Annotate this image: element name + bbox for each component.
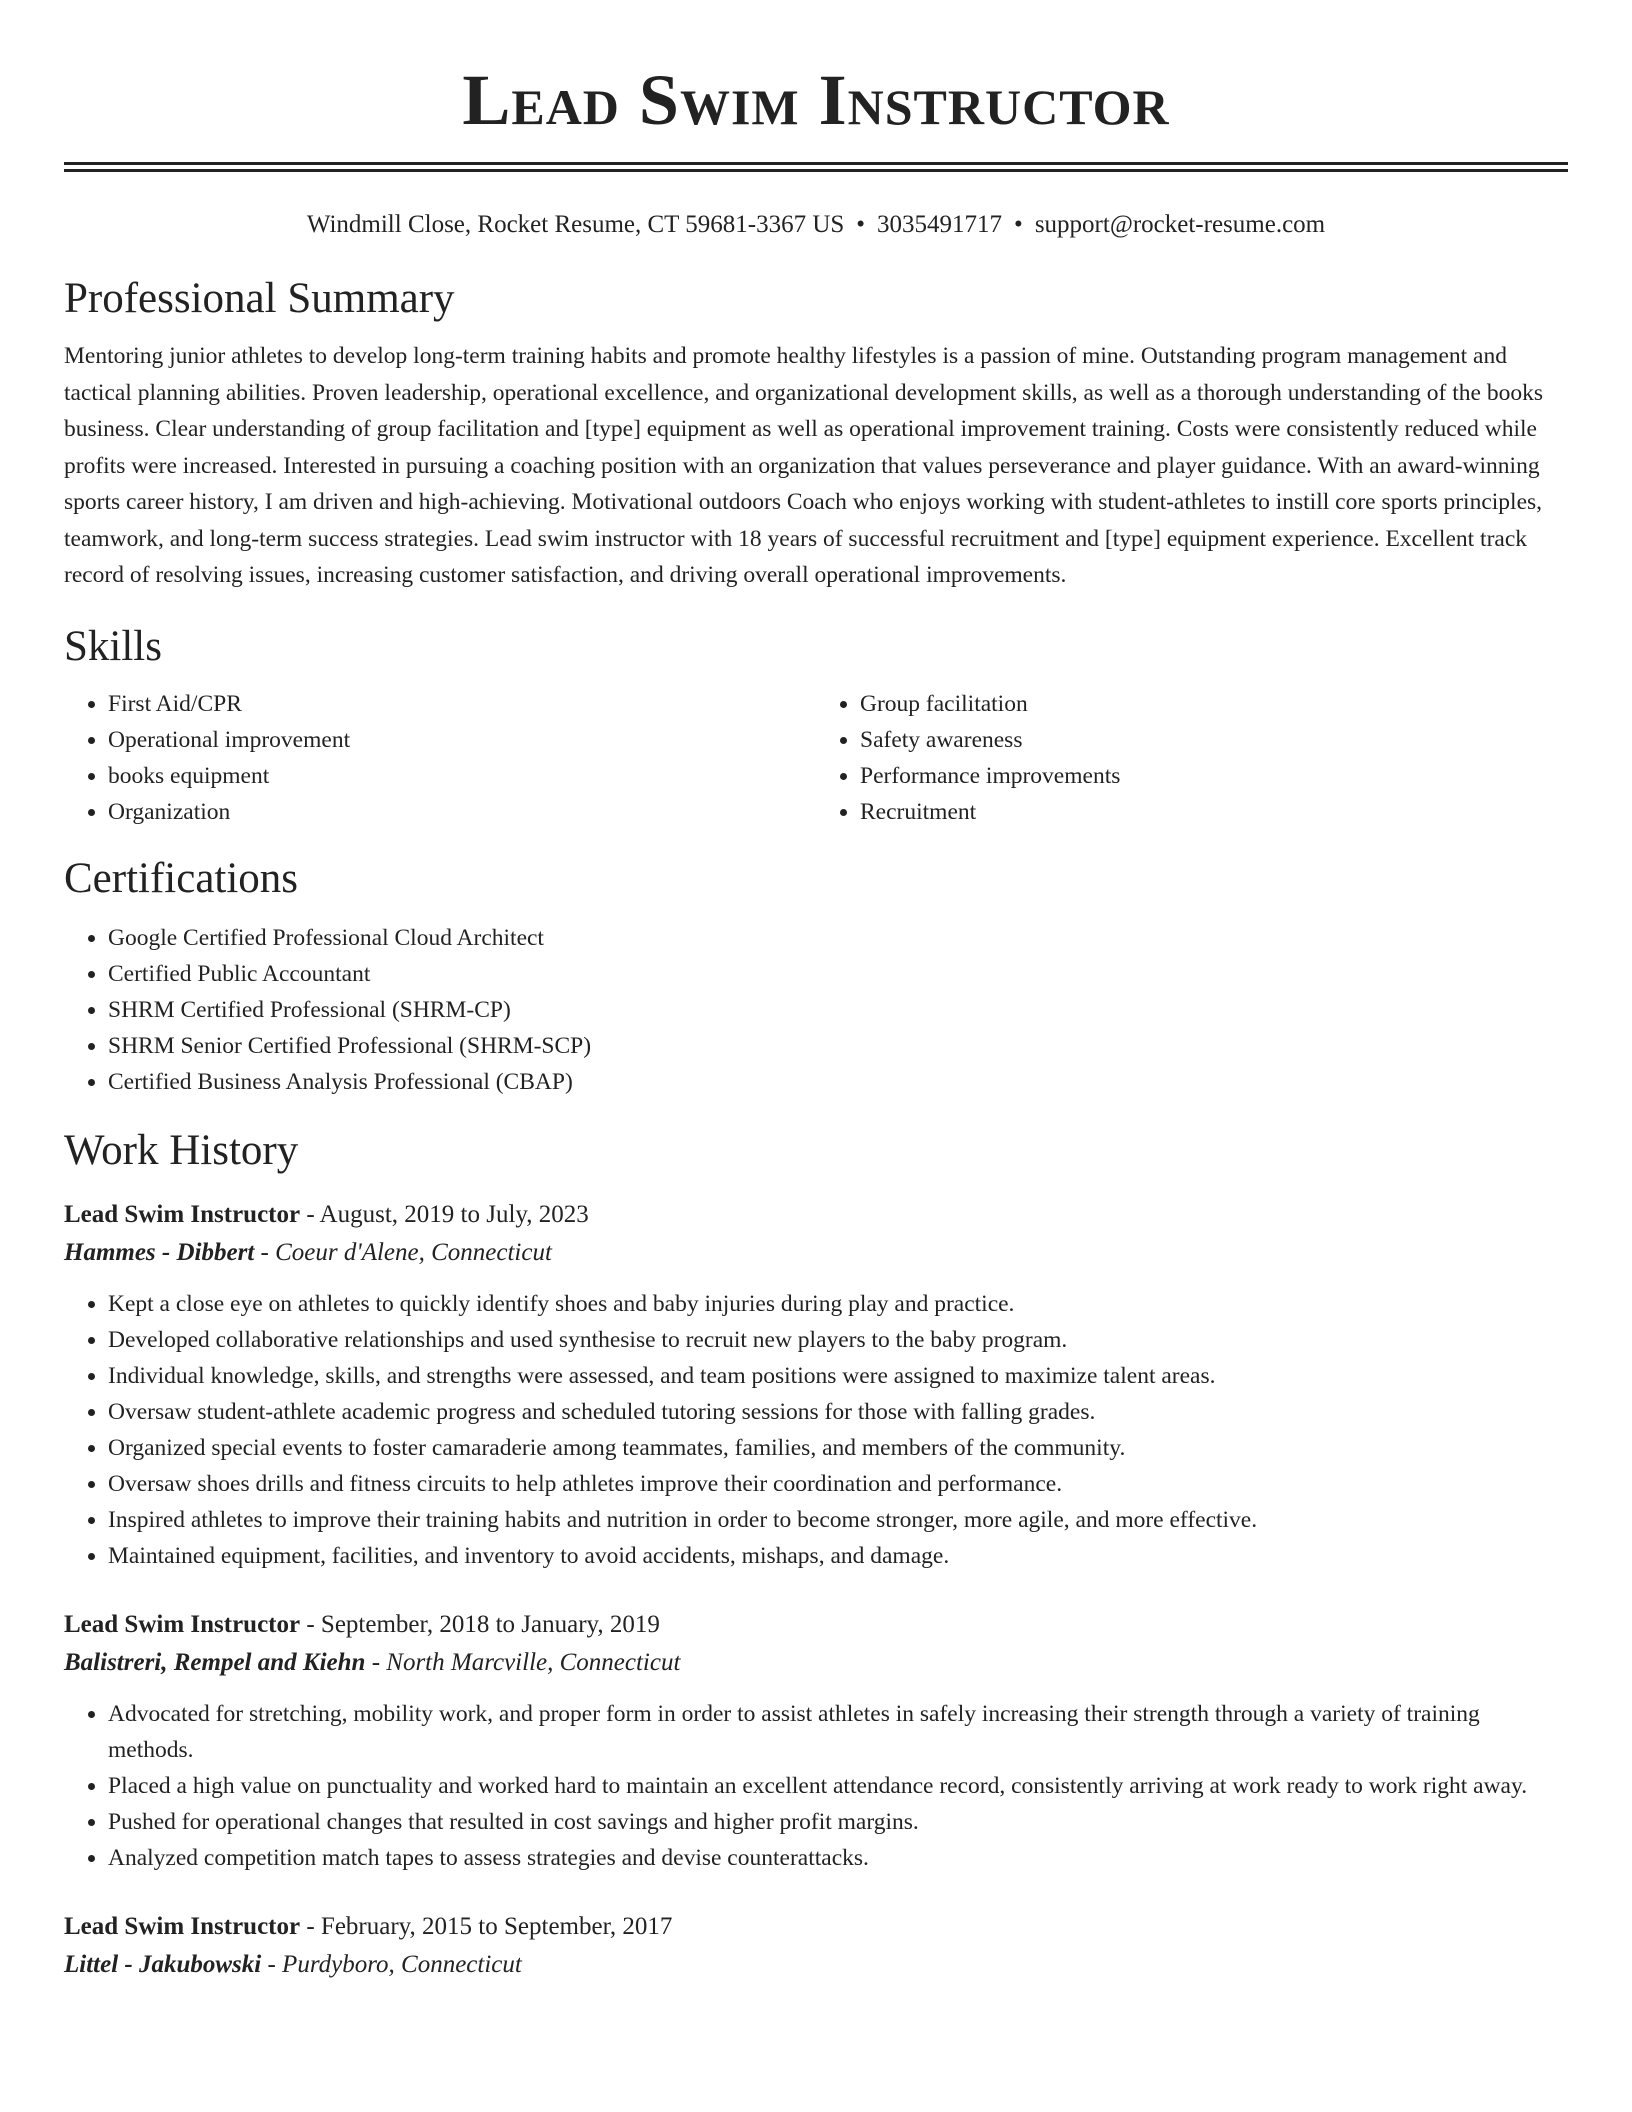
job-dates: - August, 2019 to July, 2023 xyxy=(300,1200,589,1228)
job-bullet: • Organized special events to foster camaraderie among teammates, families, and members of the community. xyxy=(108,1430,1568,1466)
job-bullet: • Kept a close eye on athletes to quickly identify shoes and baby injuries during play and practice. xyxy=(108,1286,1568,1322)
job-entry xyxy=(64,1606,1568,1876)
job-entry xyxy=(64,1908,1568,1984)
skills-column-right xyxy=(816,686,1568,830)
job-company-line xyxy=(64,1234,1568,1272)
certifications-heading: Certifications xyxy=(64,854,299,902)
job-bullet: • Oversaw student-athlete academic progress and scheduled tutoring sessions for those with falling grades. xyxy=(108,1394,1568,1430)
job-bullet: • Maintained equipment, facilities, and inventory to avoid accidents, mishaps, and damage. xyxy=(108,1538,1568,1574)
summary-text: Mentoring junior athletes to develop long-term training habits and promote healthy lifestyles is a passion of mine. Outstanding program management and tactical planning abilities. Proven leadership, operational excellence, and organizational development skills, as well as a thorough understanding of the books business. Clear understanding of group facilitation and [type] equipment as well as operational improvement training. Costs were consistently reduced while profits were increased. Interested in pursuing a coaching position with an organization that values perseverance and player guidance. With an award-winning sports career history, I am driven and high-achieving. Motivational outdoors Coach who enjoys working with student-athletes to instill core sports principles, teamwork, and long-term success strategies. Lead swim instructor with 18 years of successful recruitment and [type] equipment experience. Excellent track record of resolving issues, increasing customer satisfaction, and driving overall operational improvements. xyxy=(64,343,1543,588)
contact-email: support@rocket-resume.com xyxy=(1034,211,1326,238)
job-bullets xyxy=(64,1286,1568,1574)
skill-item: • Recruitment xyxy=(860,794,1568,830)
job-bullet: • Analyzed competition match tapes to assess strategies and devise counterattacks. xyxy=(108,1840,1568,1876)
skill-item: • Safety awareness xyxy=(860,722,1568,758)
certification-item: • Certified Public Accountant xyxy=(108,956,1568,992)
job-company: Littel - Jakubowski xyxy=(64,1950,262,1978)
job-role: Lead Swim Instructor xyxy=(64,1610,301,1638)
job-bullet: • Individual knowledge, skills, and strengths were assessed, and team positions were assigned to maximize talent areas. xyxy=(108,1358,1568,1394)
job-title-line xyxy=(64,1606,1568,1644)
job-dates: - February, 2015 to September, 2017 xyxy=(300,1912,673,1940)
skills-list xyxy=(64,686,1568,830)
job-company: Hammes - Dibbert xyxy=(64,1238,255,1266)
certification-item: • Google Certified Professional Cloud Architect xyxy=(108,920,1568,956)
skills-column-left xyxy=(64,686,816,830)
contact-line xyxy=(64,210,1568,240)
job-location: - Purdyboro, Connecticut xyxy=(261,1950,522,1978)
header-divider xyxy=(64,162,1568,172)
contact-separator: • xyxy=(1014,211,1023,238)
job-bullet: • Oversaw shoes drills and fitness circuits to help athletes improve their coordination and performance. xyxy=(108,1466,1568,1502)
certification-item: • Certified Business Analysis Professional (CBAP) xyxy=(108,1064,1568,1100)
contact-phone: 3035491717 xyxy=(877,211,1003,238)
certifications-list xyxy=(64,920,1568,1100)
skill-item: • Operational improvement xyxy=(108,722,816,758)
contact-address: Windmill Close, Rocket Resume, CT 59681-3367 US xyxy=(306,211,845,238)
certification-item: • SHRM Senior Certified Professional (SHRM-SCP) xyxy=(108,1028,1568,1064)
job-company-line xyxy=(64,1946,1568,1984)
job-bullet: • Advocated for stretching, mobility work, and proper form in order to assist athletes in safely increasing their strength through a variety of training methods. xyxy=(108,1696,1568,1768)
job-bullet: • Developed collaborative relationships and used synthesise to recruit new players to the baby program. xyxy=(108,1322,1568,1358)
job-entry xyxy=(64,1196,1568,1574)
skills-heading: Skills xyxy=(64,622,162,670)
summary-heading: Professional Summary xyxy=(64,275,455,322)
job-role: Lead Swim Instructor xyxy=(64,1200,301,1228)
work-history-heading: Work History xyxy=(64,1126,299,1174)
job-location: - Coeur d'Alene, Connecticut xyxy=(254,1238,552,1266)
resume-name: Lead Swim Instructor xyxy=(462,60,1170,140)
job-bullet: • Placed a high value on punctuality and worked hard to maintain an excellent attendance record, consistently arriving at work ready to work right away. xyxy=(108,1768,1568,1804)
job-bullet: • Inspired athletes to improve their training habits and nutrition in order to become stronger, more agile, and more effective. xyxy=(108,1502,1568,1538)
skill-item: • books equipment xyxy=(108,758,816,794)
skill-item: • Performance improvements xyxy=(860,758,1568,794)
skill-item: • Group facilitation xyxy=(860,686,1568,722)
skill-item: • First Aid/CPR xyxy=(108,686,816,722)
job-bullet: • Pushed for operational changes that resulted in cost savings and higher profit margins. xyxy=(108,1804,1568,1840)
job-title-line xyxy=(64,1908,1568,1946)
job-role: Lead Swim Instructor xyxy=(64,1912,301,1940)
job-company-line xyxy=(64,1644,1568,1682)
job-bullets xyxy=(64,1696,1568,1876)
job-title-line xyxy=(64,1196,1568,1234)
job-dates: - September, 2018 to January, 2019 xyxy=(300,1610,660,1638)
contact-separator: • xyxy=(856,211,866,238)
certification-item: • SHRM Certified Professional (SHRM-CP) xyxy=(108,992,1568,1028)
job-company: Balistreri, Rempel and Kiehn xyxy=(64,1648,366,1676)
job-location: - North Marcville, Connecticut xyxy=(365,1648,681,1676)
skill-item: • Organization xyxy=(108,794,816,830)
